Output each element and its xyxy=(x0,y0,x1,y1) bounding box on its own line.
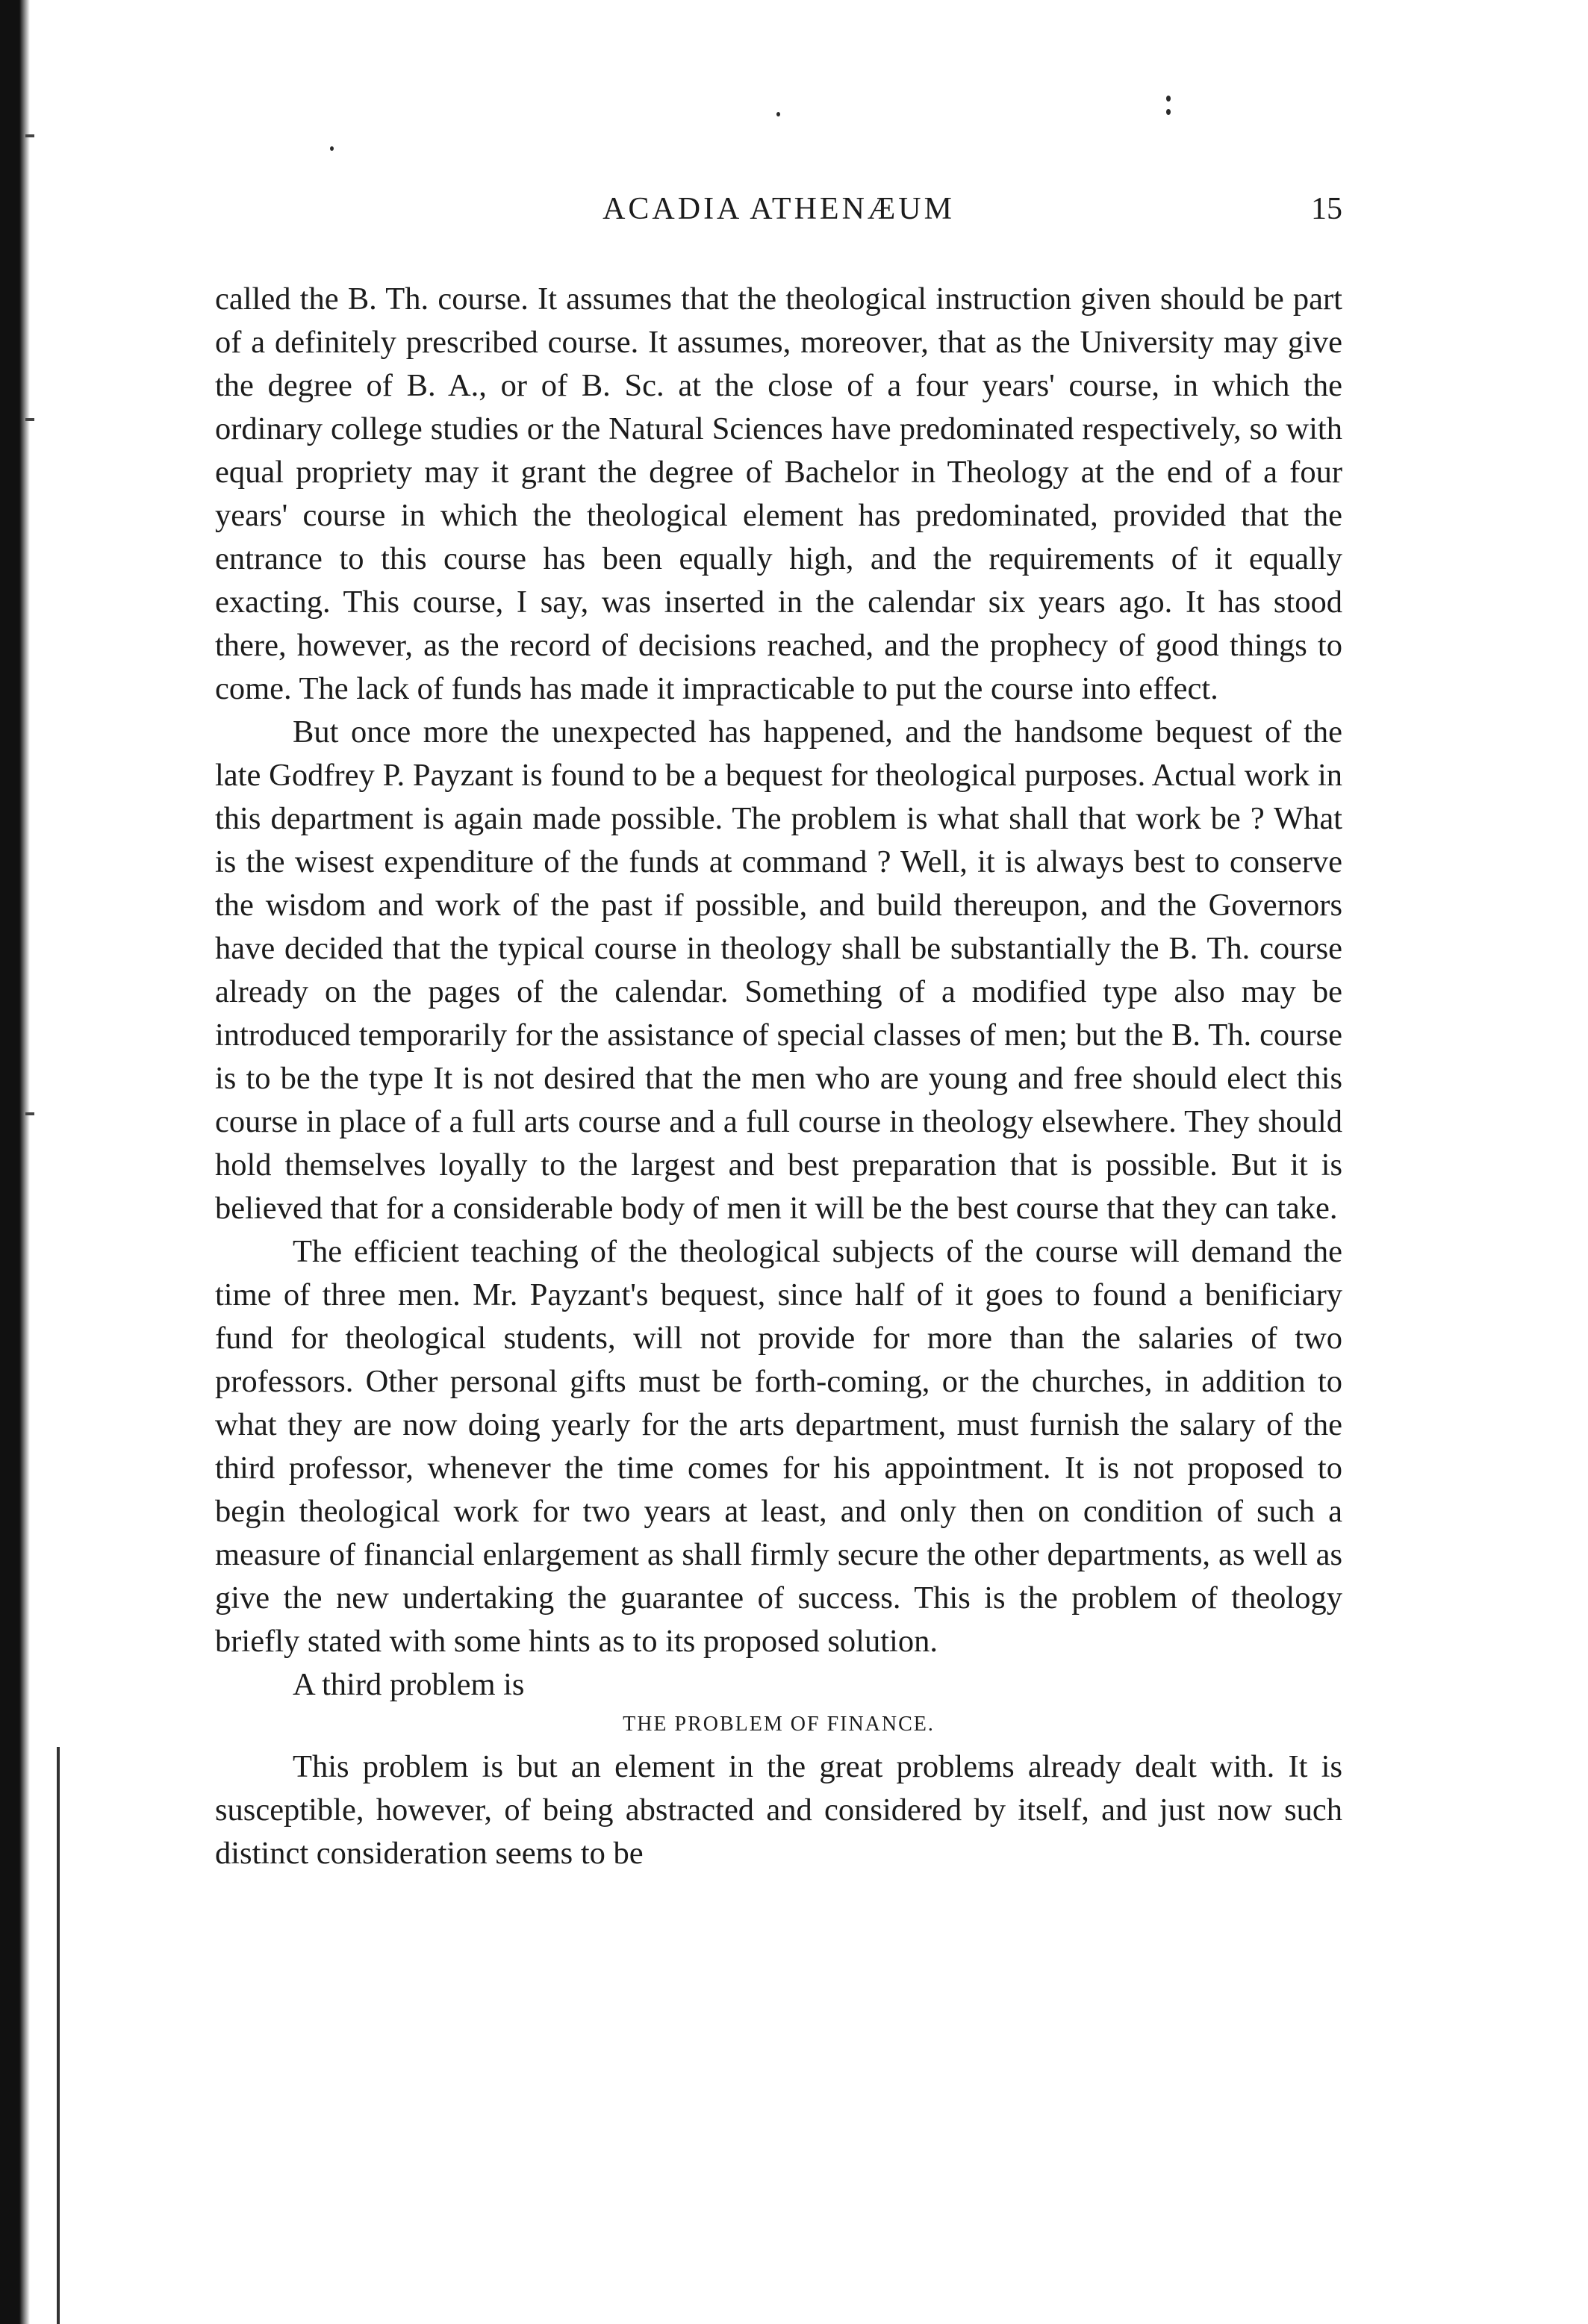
margin-rule xyxy=(57,1747,60,2324)
binding-mark xyxy=(25,418,34,421)
paragraph: A third problem is xyxy=(293,1667,525,1702)
paragraph: But once more the unexpected has happened, and the handsome bequest of the late Godfrey P. Payzant is found to be a bequest for theological purposes. Actual work in this department is again made possible. The problem is what shall that work be ? What is the wisest expenditure of the funds at command ? Well, it is always best to conserve the wisdom and work of the past if possible, and build thereupon, and the Governors have decided that the typical course in theology shall be substantially the B. Th. course already on the pages of the calendar. Something of a modified type also may be introduced temporarily for the assistance of special classes of men; but the B. Th. course is to be the type It is not desired that the men who are young and free should elect this course in place of a full arts course and a full course in theology elsewhere. They should hold themselves loyally to the largest and best preparation that is possible. But it is believed that for a considerable body of men it will be the best course that they can take. xyxy=(215,714,1342,1226)
print-speck xyxy=(330,146,334,151)
print-speck xyxy=(776,112,780,116)
paragraph: The efficient teaching of the theological subjects of the course will demand the time of three men. Mr. Payzant's bequest, since half of it goes to found a benificiary fund for theological students, will not provide for more than the salaries of two professors. Other personal gifts must be forth-coming, or the churches, in addition to what they are now doing yearly for the arts department, must furnish the salary of the third professor, whenever the time comes for his appointment. It is not proposed to begin theological work for two years at least, and only then on condition of such a measure of financial enlargement as shall firmly secure the other departments, as well as give the new undertaking the guarantee of success. This is the problem of theology briefly stated with some hints as to its proposed solution. xyxy=(215,1234,1342,1659)
page-number: 15 xyxy=(1311,192,1342,226)
page xyxy=(215,187,1342,1875)
body-text xyxy=(215,278,1342,1875)
binding-edge xyxy=(0,0,30,2324)
binding-mark xyxy=(25,134,34,137)
paragraph: This problem is but an element in the great problems already dealt with. It is susceptible, however, of being abstracted and considered by itself, and just now such distinct consideration seems to be xyxy=(215,1749,1342,1871)
paragraph: called the B. Th. course. It assumes that the theological instruction given should be part of a definitely prescribed course. It assumes, moreover, that as the University may give the degree of B. A., or of B. Sc. at the close of a four years' course, in which the ordinary college studies or the Natural Sciences have predominated respectively, so with equal propriety may it grant the degree of Bachelor in Theology at the end of a four years' course in which the theological element has predominated, provided that the entrance to this course has been equally high, and the requirements of it equally exacting. This course, I say, was inserted in the calendar six years ago. It has stood there, however, as the record of decisions reached, and the prophecy of good things to come. The lack of funds has made it impracticable to put the course into effect. xyxy=(215,281,1342,706)
section-heading: THE PROBLEM OF FINANCE. xyxy=(623,1713,935,1736)
running-title: ACADIA ATHENÆUM xyxy=(602,192,955,226)
print-speck xyxy=(1166,109,1171,115)
running-head xyxy=(215,187,1342,231)
print-speck xyxy=(1166,96,1171,102)
binding-mark xyxy=(25,1112,34,1115)
